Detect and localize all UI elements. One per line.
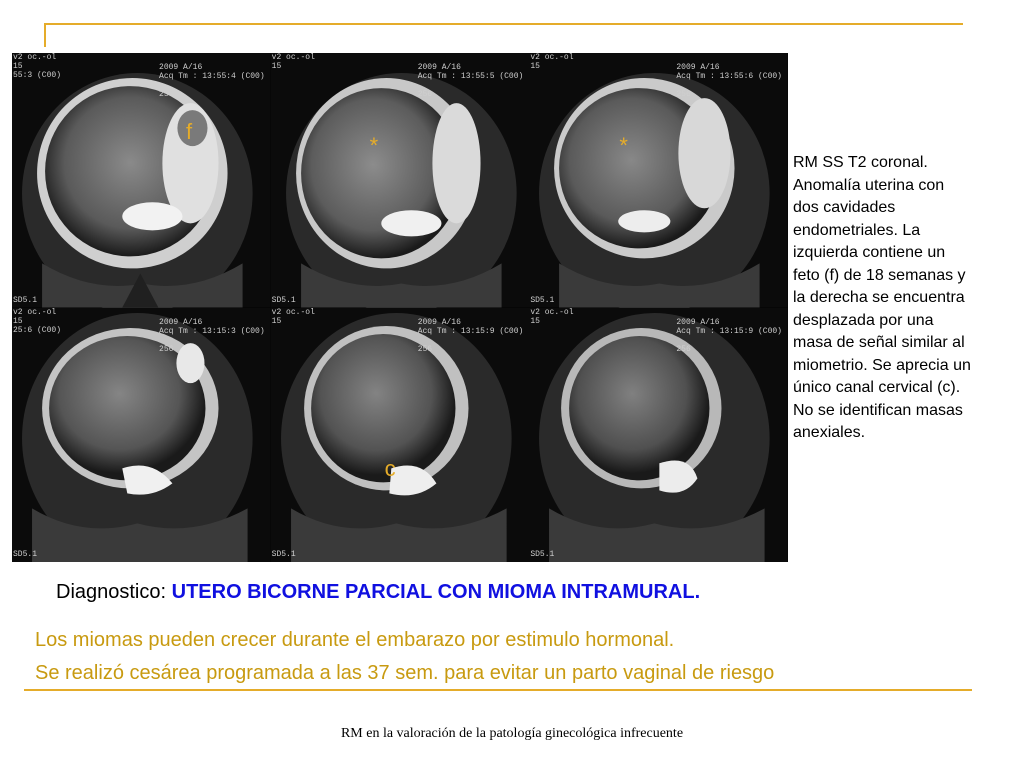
scan-info-top-left: v2 oc.-ol 15 25:6 (C00) xyxy=(13,307,62,335)
scan-info-bottom-left: SD5.1 xyxy=(271,550,296,559)
mri-panel-4 xyxy=(12,308,271,563)
caption-line: endometriales. La xyxy=(793,221,921,239)
caption-line: la derecha se encuentra xyxy=(793,289,965,306)
scan-info-top-right: 2009 A/16 Acq Tm : 13:55:5 (C00) 256 xyxy=(417,63,524,99)
image-caption xyxy=(793,152,1018,445)
mri-panel-grid xyxy=(12,53,788,562)
mass-marker: * xyxy=(619,133,628,158)
caption-line: izquierda contiene un xyxy=(793,244,946,261)
diagnosis-value: UTERO BICORNE PARCIAL CON MIOMA INTRAMURAL. xyxy=(171,581,701,603)
mri-panel-6 xyxy=(529,308,788,563)
scan-info-bottom-left: SD5.1 xyxy=(530,295,555,305)
scan-info-top-right: 2009 A/16 Acq Tm : 13:15:9 (C00) 256 xyxy=(676,317,782,354)
mri-panel-1 xyxy=(12,53,271,308)
caption-line: desplazada por una xyxy=(793,311,934,329)
scan-info-top-right: 2009 A/16 Acq Tm : 13:15:3 (C00) 256 xyxy=(159,317,265,354)
scan-info-bottom-left: SD5.1 xyxy=(13,295,38,305)
caption-line: No se identifican masas xyxy=(793,401,963,419)
mri-panel-5 xyxy=(271,308,530,563)
scan-info-top-left: v2 oc.-ol 15 xyxy=(530,53,574,71)
caption-line: Anomalía uterina con xyxy=(793,176,945,194)
scan-info-bottom-left: SD5.1 xyxy=(530,550,555,559)
note-line-1: Los miomas pueden crecer durante el embarazo por estimulo hormonal. xyxy=(35,629,675,651)
bottom-rule xyxy=(24,689,972,691)
caption-line: único canal cervical (c). xyxy=(793,379,961,396)
caption-line: RM SS T2 coronal. xyxy=(793,154,928,171)
scan-info-bottom-left: SD5.1 xyxy=(271,295,296,305)
left-rule xyxy=(44,23,46,47)
caption-line: miometrio. Se aprecia un xyxy=(793,356,971,374)
mri-panel-3 xyxy=(529,53,788,308)
scan-info-top-right: 2009 A/16 Acq Tm : 13:55:4 (C00) 256 xyxy=(159,63,265,99)
scan-info-top-right: 2009 A/16 Acq Tm : 13:15:9 (C00) 256 xyxy=(417,317,524,354)
caption-line: dos cavidades xyxy=(793,199,896,216)
cervical-canal-marker: c xyxy=(384,455,396,481)
diagnosis-label: Diagnostico: xyxy=(56,581,172,603)
scan-info-top-left: v2 oc.-ol 15 xyxy=(271,307,315,326)
caption-line: masa de señal similar al xyxy=(793,334,965,351)
caption-line: feto (f) de 18 semanas y xyxy=(793,266,966,284)
scan-info-top-left: v2 oc.-ol 15 55:3 (C00) xyxy=(13,53,62,80)
slide-footer: RM en la valoración de la patología ginecológica infrecuente xyxy=(340,726,684,741)
scan-info-bottom-left: SD5.1 xyxy=(13,550,38,559)
mri-panel-2 xyxy=(271,53,530,308)
mass-marker: * xyxy=(369,133,379,158)
scan-info-top-left: v2 oc.-ol 15 xyxy=(271,53,315,71)
scan-info-top-right: 2009 A/16 Acq Tm : 13:55:6 (C00) 256 xyxy=(676,63,782,99)
scan-info-top-left: v2 oc.-ol 15 xyxy=(530,307,574,326)
fetus-marker: f xyxy=(186,119,193,144)
top-rule xyxy=(44,23,963,25)
note-line-2: Se realizó cesárea programada a las 37 sem. para evitar un parto vaginal de riesgo xyxy=(35,662,775,684)
diagnosis-line xyxy=(56,579,700,605)
caption-line: anexiales. xyxy=(793,424,866,441)
